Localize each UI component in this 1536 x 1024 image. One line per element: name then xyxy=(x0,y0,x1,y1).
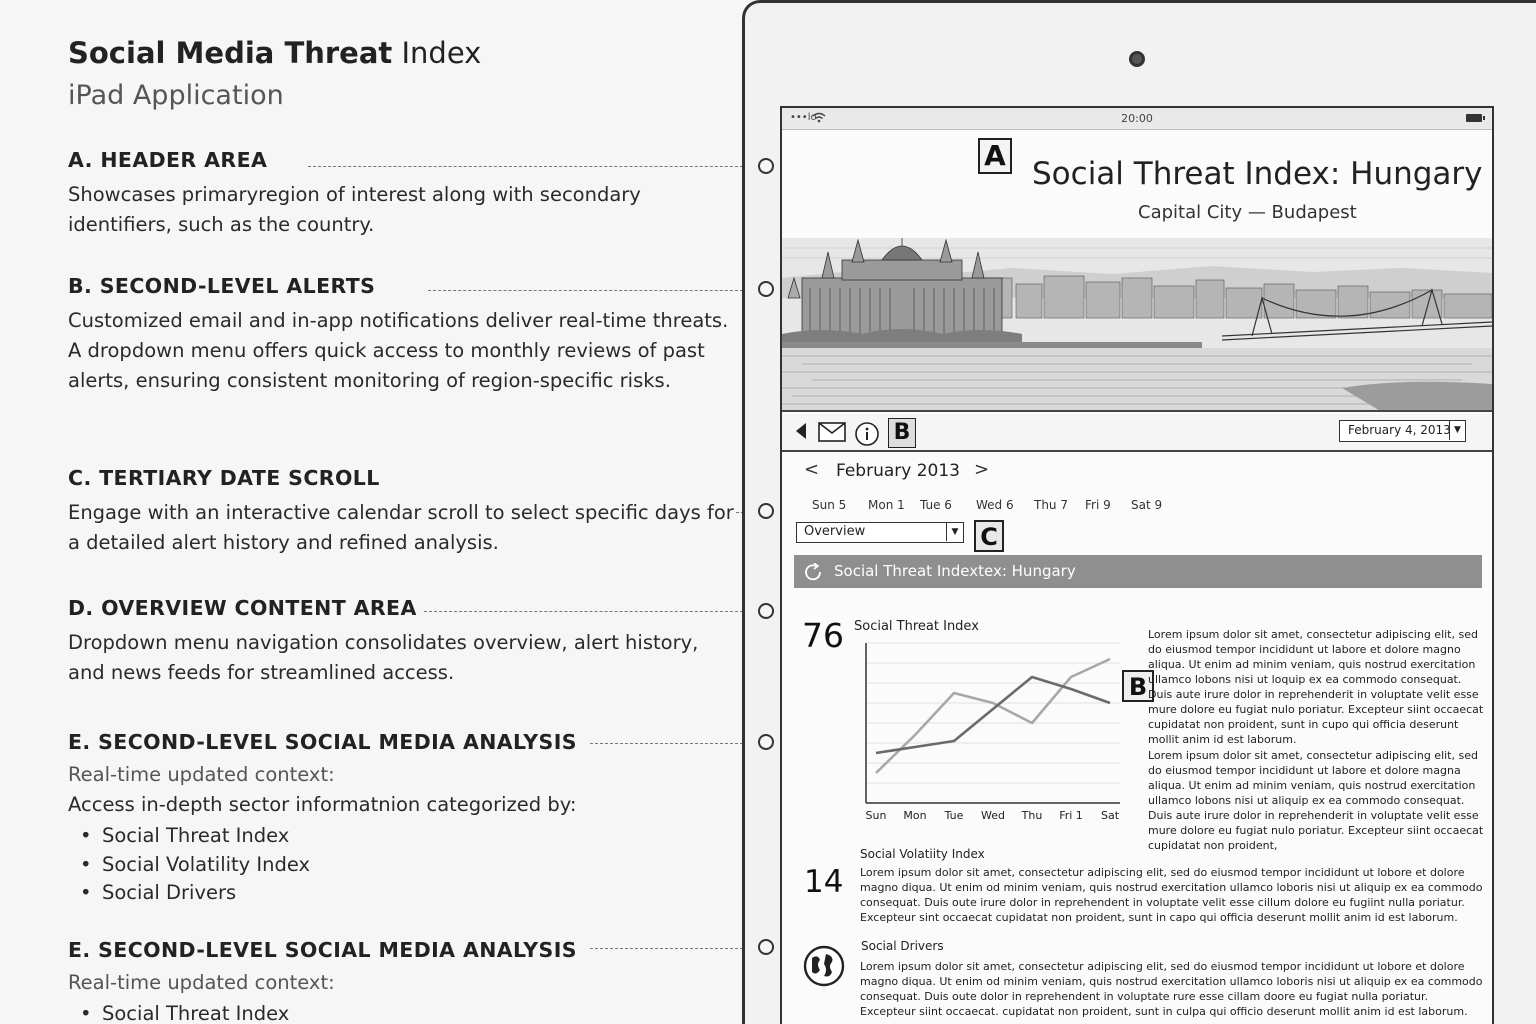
chart-x-tick-label: Thu xyxy=(1021,809,1043,822)
annotation-dot-c xyxy=(758,503,774,519)
section-b xyxy=(68,274,738,396)
section-e-intro: Access in-depth sector informatnion categorized by: xyxy=(68,793,577,816)
alerts-toolbar xyxy=(782,414,1492,452)
list-item: • Social Volatility Index xyxy=(68,851,738,880)
threat-paragraph-2: Lorem ipsum dolor sit amet, consectetur adipiscing elit, sed do eiusmod tempor incididunt ut labore et dolore magna aliqua. Ut enim ad minim veniam, quis nostrud exercitation ullamco lobons nisi ut aliquip ex ea commodo consequat. Duis aute irure dolor in reprehenderit in voluptate velit esse mure dolore eu fugiat nulo poriatur. Excepteur siint occaecat cupidatat non proident, xyxy=(1148,749,1484,852)
annotation-dot-b xyxy=(758,281,774,297)
drivers-paragraph: Lorem ipsum dolor sit amet, consectetur adipiscing elit, sed do eiusmod tempor incididunt ut lobore et dolore magno diqua. Ut enim od minim veniam, quis nostrud exercitation ullamco loboris nisi ut aliquip ex ea commodo consequat. Duis oute dolor in reprehendent in voluptate rure esse cillam doore eu fugiat nulla poriatur. Excepteur siint occaecat. cupidatat non proident, sunt in culpa qui officio deserunt mollit anim id est laborum. xyxy=(860,960,1483,1018)
section-c xyxy=(68,466,738,558)
cityscape-illustration xyxy=(782,238,1492,412)
header-subtitle: Capital City — Budapest xyxy=(1138,202,1357,223)
chart-x-tick-label: Tue xyxy=(944,809,964,822)
chevron-down-icon: ▼ xyxy=(946,523,963,541)
threat-index-chart xyxy=(858,633,1130,823)
section-e2-list xyxy=(68,1000,738,1024)
document-title-rest: Index xyxy=(401,36,482,70)
volatility-index-label: Social Volatiity Index xyxy=(860,847,985,861)
annotation-panel xyxy=(0,0,745,1024)
leader-line-e xyxy=(590,743,758,744)
section-e-second xyxy=(68,938,738,1024)
mail-icon[interactable] xyxy=(818,422,846,442)
refresh-icon[interactable] xyxy=(804,563,824,581)
month-prev-button[interactable]: < xyxy=(804,459,820,480)
list-item: • Social Drivers xyxy=(68,879,738,908)
status-bar xyxy=(782,108,1492,130)
leader-line-e2 xyxy=(590,948,758,949)
section-a-heading: A. HEADER AREA xyxy=(68,148,268,172)
list-item: • Social Threat Index xyxy=(68,1000,738,1024)
leader-line-d xyxy=(424,611,758,612)
day-item[interactable]: Tue 6 xyxy=(920,498,952,512)
day-item[interactable]: Fri 9 xyxy=(1085,498,1111,512)
day-item[interactable]: Thu 7 xyxy=(1034,498,1068,512)
chart-x-tick-label: Fri 1 xyxy=(1059,809,1083,822)
status-time: 20:00 xyxy=(1121,112,1153,125)
annotation-dot-e xyxy=(758,734,774,750)
battery-icon xyxy=(1466,114,1482,122)
section-e xyxy=(68,730,738,908)
chart-x-tick-label: Mon xyxy=(903,809,927,822)
document-subtitle: iPad Application xyxy=(68,80,284,111)
document-title-bold: Social Media Threat xyxy=(68,36,393,70)
marker-c: C xyxy=(974,520,1004,552)
content-view-value: Overview xyxy=(804,524,866,539)
day-item[interactable]: Sun 5 xyxy=(812,498,847,512)
section-b-heading: B. SECOND-LEVEL ALERTS xyxy=(68,274,376,298)
section-header-bar xyxy=(794,555,1482,588)
header-title: Social Threat Index: Hungary xyxy=(1032,156,1483,192)
ipad-screen xyxy=(780,106,1494,1024)
back-arrow-icon[interactable] xyxy=(794,422,808,440)
signal-icon: •••lo xyxy=(790,112,817,123)
section-d xyxy=(68,596,738,688)
globe-icon xyxy=(802,944,846,988)
section-d-body: Dropdown menu navigation consolidates overview, alert history, and news feeds for streamlined access. xyxy=(68,631,699,684)
alert-month-value: February 4, 2013 xyxy=(1348,423,1451,437)
section-e-context: Real-time updated context: xyxy=(68,763,335,786)
day-item[interactable]: Sat 9 xyxy=(1131,498,1163,512)
drivers-label: Social Drivers xyxy=(861,939,944,953)
annotation-dot-d xyxy=(758,603,774,619)
chart-series-line-1 xyxy=(876,659,1110,773)
marker-a: A xyxy=(978,138,1012,174)
volatility-paragraph: Lorem ipsum dolor sit amet, consectetur adipiscing elit, sed do eiusmod tempor incididunt ut lobore et dolore magno diqua. Ut enim od minim veniam, quis nostrud exercitation ullamco loboris nisi ut aliquip ex ea commodo consequat. Duis oute irure dolor in reprehendent in voluptate velit esse cillum dolore eu fugiint nulla poriatur. Excepteur sint occaecat cupidatat non proident, sunt in capo qui officia deserunt mollit anim id est laborum. xyxy=(860,866,1483,924)
section-a-body: Showcases primaryregion of interest along with secondary identifiers, such as the country. xyxy=(68,183,641,236)
section-e2-context: Real-time updated context: xyxy=(68,971,335,994)
hero-cityscape-image xyxy=(782,238,1492,412)
alert-month-dropdown[interactable] xyxy=(1339,420,1466,442)
section-d-heading: D. OVERVIEW CONTENT AREA xyxy=(68,596,417,620)
section-e2-heading: E. SECOND-LEVEL SOCIAL MEDIA ANALYSIS xyxy=(68,938,577,962)
month-next-button[interactable]: > xyxy=(974,459,990,480)
section-c-body: Engage with an interactive calendar scroll to select specific days for a detailed alert history and refined analysis. xyxy=(68,501,734,554)
chevron-down-icon: ▼ xyxy=(1449,421,1465,440)
info-icon[interactable] xyxy=(854,422,880,448)
chart-series-line-2 xyxy=(876,677,1110,753)
chart-x-tick-label: Sat xyxy=(1100,809,1120,822)
marker-b-chart: B xyxy=(1122,670,1154,702)
threat-paragraph-1: Lorem ipsum dolor sit amet, consectetur adipiscing elit, sed do eiusmod tempor incididunt ut labore et dolore magno aliqua. Ut enim ad minim veniam, quis nostrud exercitation ullamco lobons nisi ut loquip ex ea commodo consequat. Duis aute irure dolor in reprehenderit in voluptate velit esse mure dolore eu fugiat nulo poriatur. Excepteur siint occaecat cupidatat non proident, sunt in cupo qui officia deserunt mollit anim id est laborum. xyxy=(1148,628,1484,746)
section-e-list xyxy=(68,822,738,908)
threat-index-label: Social Threat Index xyxy=(854,619,979,634)
list-item: • Social Threat Index xyxy=(68,822,738,851)
document-title xyxy=(68,36,481,70)
chart-x-tick-label: Wed xyxy=(981,809,1005,822)
content-view-dropdown[interactable] xyxy=(796,522,964,543)
section-a xyxy=(68,148,738,240)
annotation-dot-a xyxy=(758,158,774,174)
section-bar-title: Social Threat Indextex: Hungary xyxy=(834,562,1076,580)
section-e-heading: E. SECOND-LEVEL SOCIAL MEDIA ANALYSIS xyxy=(68,730,577,754)
marker-b-toolbar: B xyxy=(888,418,916,448)
section-c-heading: C. TERTIARY DATE SCROLL xyxy=(68,466,380,490)
annotation-dot-e2 xyxy=(758,939,774,955)
camera-icon xyxy=(1129,51,1145,67)
leader-line-b xyxy=(428,290,758,291)
chart-x-tick-label: Sun xyxy=(865,809,887,822)
day-item[interactable]: Wed 6 xyxy=(976,498,1014,512)
day-item[interactable]: Mon 1 xyxy=(868,498,905,512)
month-label: February 2013 xyxy=(836,461,960,481)
threat-index-value: 76 xyxy=(802,616,844,655)
volatility-index-value: 14 xyxy=(804,864,844,900)
leader-line-a xyxy=(308,166,758,167)
section-b-body: Customized email and in-app notifications deliver real-time threats. A dropdown menu offers quick access to monthly reviews of past alerts, ensuring consistent monitoring of region-specific risks. xyxy=(68,309,729,392)
wifi-icon xyxy=(812,112,826,123)
